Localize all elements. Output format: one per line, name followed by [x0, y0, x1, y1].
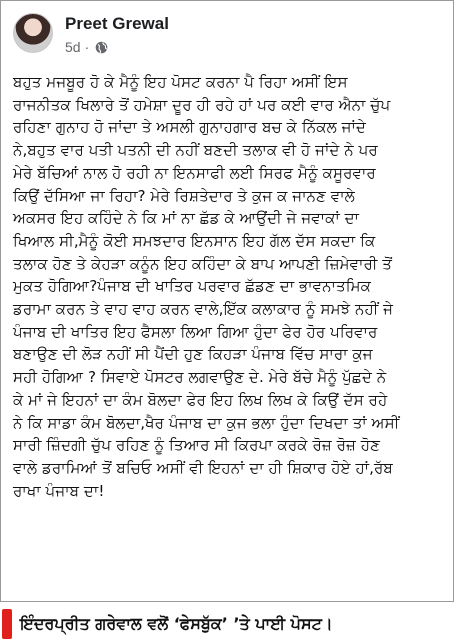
post-line: ਬਹੁਤ ਮਜਬੂਰ ਹੋ ਕੇ ਮੈਨੂੰ ਇਹ ਪੋਸਟ ਕਰਨਾ ਪੈ ਰਿਹਾ ਅਸੀਂ ਇਸ: [13, 73, 348, 91]
globe-icon: [95, 41, 108, 54]
post-line: ਮੁਕਤ ਹੋਗਿਆ?ਪੰਜਾਬ ਦੀ ਖਾਤਿਰ ਪਰਵਾਰ ਛੱਡਣ ਦਾ ਭਾਵਨਾਤਮਿਕ: [13, 277, 371, 296]
avatar[interactable]: [13, 13, 53, 53]
post-line: ਸਾਰੀ ਜ਼ਿੰਦਗੀ ਚੁੱਪ ਰਹਿਣ ਨੂੰ ਤਿਆਰ ਸੀ ਕਿਰਪਾ ਕਰਕੇ ਰੋਜ਼ ਰੋਜ਼ ਹੋਣ: [13, 436, 380, 455]
caption-text: ਇੰਦਰਪ੍ਰੀਤ ਗਰੇਵਾਲ ਵਲੋਂ ‘ਫੇਸਬੁੱਕ’ ’ਤੇ ਪਾਈ ਪੋਸਟ।: [20, 614, 333, 633]
post-line: ਸਹੀ ਹੋਗਿਆ ? ਸਿਵਾਏ ਪੋਸਟਰ ਲਗਵਾਉਣ ਦੇ. ਮੇਰੇ ਬੱਚੇ ਮੈਨੂੰ ਪੁੱਛਦੇ ਨੇ: [13, 368, 387, 387]
post-line: ਕਿਉਂ ਦੱਸਿਆ ਜਾ ਰਿਹਾ? ਮੇਰੇ ਰਿਸ਼ਤੇਦਾਰ ਤੇ ਕੁਜ ਕ ਜਾਨਣ ਵਾਲੇ: [13, 186, 355, 205]
post-line: ਵਾਲੇ ਡਰਾਮਿਆਂ ਤੋਂ ਬਚਿਓ ਅਸੀਂ ਵੀ ਇਹਨਾਂ ਦਾ ਹੀ ਸ਼ਿਕਾਰ ਹੋਏ ਹਾਂ,ਰੱਬ: [13, 458, 393, 477]
post-line: ਅਕਸਰ ਇਹ ਕਹਿੰਦੇ ਨੇ ਕਿ ਮਾਂ ਨਾ ਛੱਡ ਕੇ ਆਉਂਦੀ ਜੇ ਜਵਾਕਾਂ ਦਾ: [13, 209, 359, 228]
caption-bar: [0, 606, 456, 642]
post-line: ਕੇ ਮਾਂ ਜੇ ਇਹਨਾਂ ਦਾ ਕੰਮ ਬੋਲਦਾ ਫੇਰ ਇਹ ਲਿਖ ਲਿਖ ਕੇ ਕਿਉਂ ਦੱਸ ਰਹੇ: [13, 390, 388, 409]
meta-separator: ·: [84, 39, 90, 55]
post-line: ਰਹਿਣਾ ਗੁਨਾਹ ਹੋ ਜਾਂਦਾ ਤੇ ਅਸਲੀ ਗੁਨਾਹਗਾਰ ਬਚ ਕੇ ਨਿੱਕਲ ਜਾਂਦੇ: [13, 118, 366, 137]
post-line: ਰਾਜਨੀਤਕ ਖਿਲਾਰੇ ਤੋਂ ਹਮੇਸ਼ਾ ਦੂਰ ਹੀ ਰਹੇ ਹਾਂ ਪਰ ਕਈ ਵਾਰ ਐਨਾ ਚੁੱਪ: [13, 95, 391, 114]
post-line: ਨੇ ਕਿ ਸਾਡਾ ਕੰਮ ਬੋਲਦਾ,ਖੈਰ ਪੰਜਾਬ ਦਾ ਕੁਜ ਭਲਾ ਹੁੰਦਾ ਦਿਖਦਾ ਤਾਂ ਅਸੀਂ: [13, 413, 400, 432]
post-header: [9, 7, 449, 59]
post-line: ਪੰਜਾਬ ਦੀ ਖਾਤਿਰ ਇਹ ਫੈਸਲਾ ਲਿਆ ਗਿਆ ਹੁੰਦਾ ਫੇਰ ਹੋਰ ਪਰਿਵਾਰ: [13, 322, 378, 341]
post-line: ਖਿਆਲ ਸੀ,ਮੈਨੂੰ ਕੋਈ ਸਮਝਦਾਰ ਇਨਸਾਨ ਇਹ ਗੱਲ ਦੱਸ ਸਕਦਾ ਕਿ: [13, 231, 376, 250]
post-body: [13, 71, 445, 502]
post-line: ਬਣਾਉਣ ਦੀ ਲੋੜ ਨਹੀਂ ਸੀ ਪੈਂਦੀ ਹੁਣ ਕਿਹੜਾ ਪੰਜਾਬ ਵਿੱਚ ਸਾਰਾ ਕੁਜ: [13, 345, 373, 364]
author-name[interactable]: Preet Grewal: [65, 14, 169, 33]
post-line: ਨੇ,ਬਹੁਤ ਵਾਰ ਪਤੀ ਪਤਨੀ ਦੀ ਨਹੀਂ ਬਣਦੀ ਤਲਾਕ ਵੀ ਹੋ ਜਾਂਦੇ ਨੇ ਪਰ: [13, 141, 378, 160]
post-line: ਮੇਰੇ ਬੱਚਿਆਂ ਨਾਲ ਹੋ ਰਹੀ ਨਾ ਇਨਸਾਫੀ ਲਈ ਸਿਰਫ ਮੈਨੂੰ ਕਸੂਰਵਾਰ: [13, 163, 376, 182]
post-line: ਤਲਾਕ ਹੋਣ ਤੇ ਕੇਹੜਾ ਕਨੂੰਨ ਇਹ ਕਹਿੰਦਾ ਕੇ ਬਾਪ ਆਪਣੀ ਜ਼ਿਮੇਵਾਰੀ ਤੋਂ: [13, 254, 392, 273]
post-line: ਡਰਾਮਾ ਕਰਨ ਤੇ ਵਾਹ ਵਾਹ ਕਰਨ ਵਾਲੇ,ਇੱਕ ਕਲਾਕਾਰ ਨੂੰ ਸਮਝੇ ਨਹੀਂ ਜੇ: [13, 300, 394, 319]
caption-marker: [2, 609, 12, 639]
post-meta: [65, 39, 108, 55]
post-line: ਰਾਖਾ ਪੰਜਾਬ ਦਾ!: [13, 481, 105, 500]
post-time[interactable]: 5d: [65, 39, 81, 55]
